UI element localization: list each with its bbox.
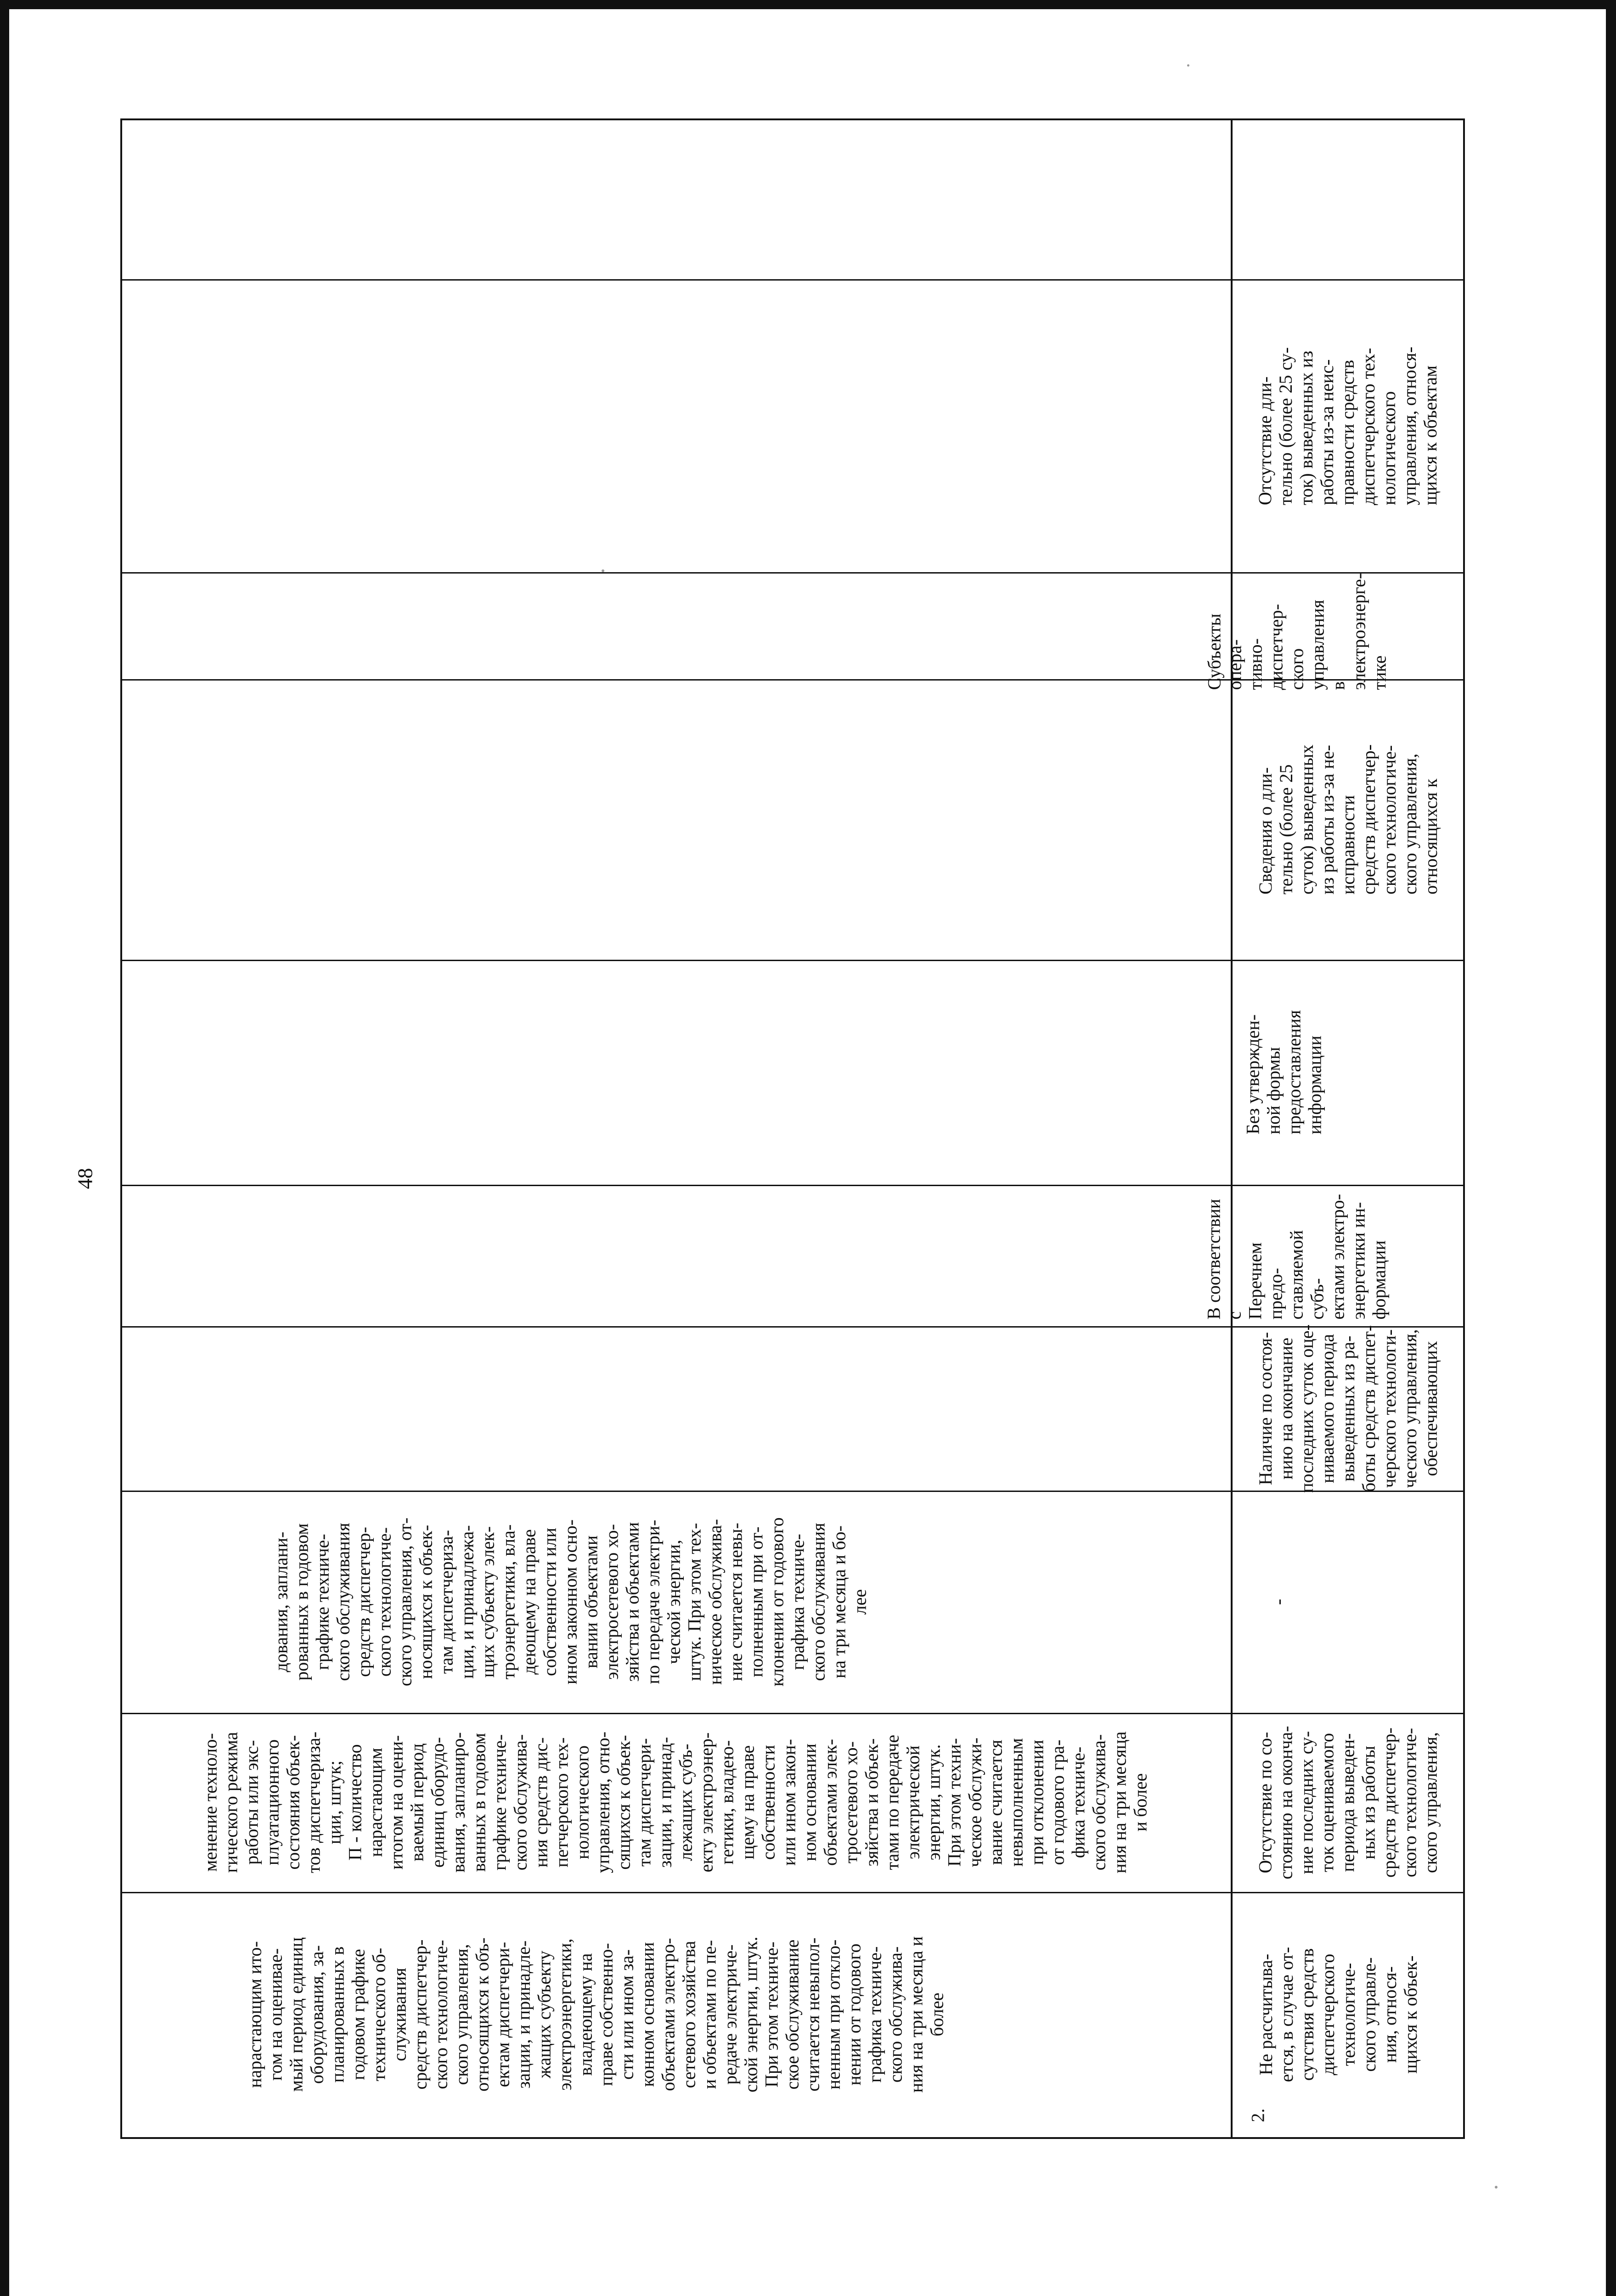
- prev-row-formula-text: менение техноло- гического режима работы или экс- плуатационного состояния объек- тов диспетчериза- ции, штук; П - количество нарастающим итогом на оцени- ваемый период единиц оборудо- вания, запланиро- ванных в годовом графике техниче- ского обслужива- ния средств дис- петчерского тех- нологического управления, отно- сящихся к объек- там диспетчери- зации, и принад- лежащих субъ- екту электроэнер- гетики, владею- щему на праве собственности или ином закон- ном основании объектами элек- тросетевого хо- зяйства и объек- тами по передаче электрической энергии, штук. При этом техни- ческое обслужи- вание считается невыполненным при отклонении от годового гра- фика техниче- ского обслужива- ния на три месяца и более: [200, 1731, 1151, 1874]
- prev-row-level-cell: [120, 1892, 1071, 2137]
- row2-info-cell: [1233, 679, 1463, 960]
- row2-note-cell: [1233, 1892, 1444, 2137]
- row2-source-cell: [1204, 572, 1390, 690]
- row2-indicator: Отсутствие дли- тельно (более 25 су- ток) выведенных из работы из-за неис- правности средств диспетчерского тех- нологического управления, относя- щихся к объектам: [1255, 346, 1441, 505]
- prev-row-plan-cell: [120, 1491, 1020, 1713]
- row2-info: Сведения о дли- тельно (более 25 суток) выведенных из работы из-за не- исправности средств диспетчер- ского технологиче- ского управления, относящихся к: [1255, 744, 1441, 895]
- table-border-top: [120, 118, 1465, 120]
- row2-formula: -: [1268, 1598, 1289, 1605]
- row2-source: Субъекты опера- тивно-диспетчер- ского управления в электроэнерге- тике: [1204, 573, 1390, 690]
- row2-note: Не рассчитыва- ется, в случае от- сутствия средств диспетчерского технологиче- ского управле- ния, относя- щихся к объек-: [1256, 1947, 1421, 2082]
- row2-indicator-cell: [1233, 279, 1463, 572]
- row2-form-cell: [1233, 960, 1334, 1185]
- row2-form: Без утвержден- ной формы предоставления информации: [1242, 1010, 1325, 1135]
- table-border-right: [1463, 118, 1465, 2139]
- row2-level: Отсутствие по со- стоянию на оконча- ние последних су- ток оцениваемого периода выведен- ных из работы средств диспетчер- ского технологиче- ского управления,: [1255, 1725, 1441, 1880]
- scan-speck: [602, 569, 604, 572]
- row2-formula-cell: [1233, 1491, 1324, 1713]
- row2-period-cell: [1203, 1185, 1390, 1326]
- prev-row-formula-cell: [120, 1713, 1231, 1892]
- prev-row-plan-text: дования, заплани- рованных в годовом графике техниче- ского обслуживания средств диспетчер- ского технологиче- ского управления, от- носящихся к объек- там диспетчериза- ции, и принадлежа- щих субъекту элек- троэнергетики, вла- деющему на праве собственности или ином законном осно- вании объектами электросетевого хо- зяйства и объектами по передаче электри- ческой энергии, штук. При этом тех- ническое обслужива- ние считается невы- полненным при от- клонении от годового графика техниче- ского обслуживания на три месяца и бо- лее: [270, 1517, 870, 1687]
- page-number: 48: [73, 1168, 97, 1189]
- row2-level-cell: [1233, 1713, 1463, 1892]
- scan-speck: [1187, 64, 1189, 67]
- scan-speck: [1495, 2186, 1498, 2189]
- prev-row-level-text: нарастающим ито- гом на оценивае- мый период единиц оборудования, за- планированных в годовом графике технического об- служивания средств диспетчер- ского технологиче- ского управления, относящихся к объ- ектам диспетчери- зации, и принадле- жащих субъекту электроэнергетики, владеющему на праве собственно- сти или ином за- конном основании объектами электро- сетевого хозяйства и объектами по пе- редаче электриче- ской энергии, штук. При этом техниче- ское обслуживание считается невыпол- ненным при откло- нении от годового графика техниче- ского обслужива- ния на три месяца и более: [244, 1936, 947, 2093]
- row2-method: Наличие по состоя- нию на окончание последних суток оце- ниваемого периода выведенных из ра- боты средств диспет- черского технологи- ческого управления, обеспечивающих: [1255, 1324, 1441, 1493]
- row2-number: 2.: [1247, 2108, 1268, 2122]
- rotated-table: [120, 118, 1465, 2139]
- table-border-bottom: [120, 2137, 1465, 2139]
- row2-period: В соответствии с Перечнем предо- ставляемой субъ- ектами электро- энергетики ин- формации: [1203, 1193, 1390, 1319]
- row2-method-cell: [1233, 1326, 1463, 1491]
